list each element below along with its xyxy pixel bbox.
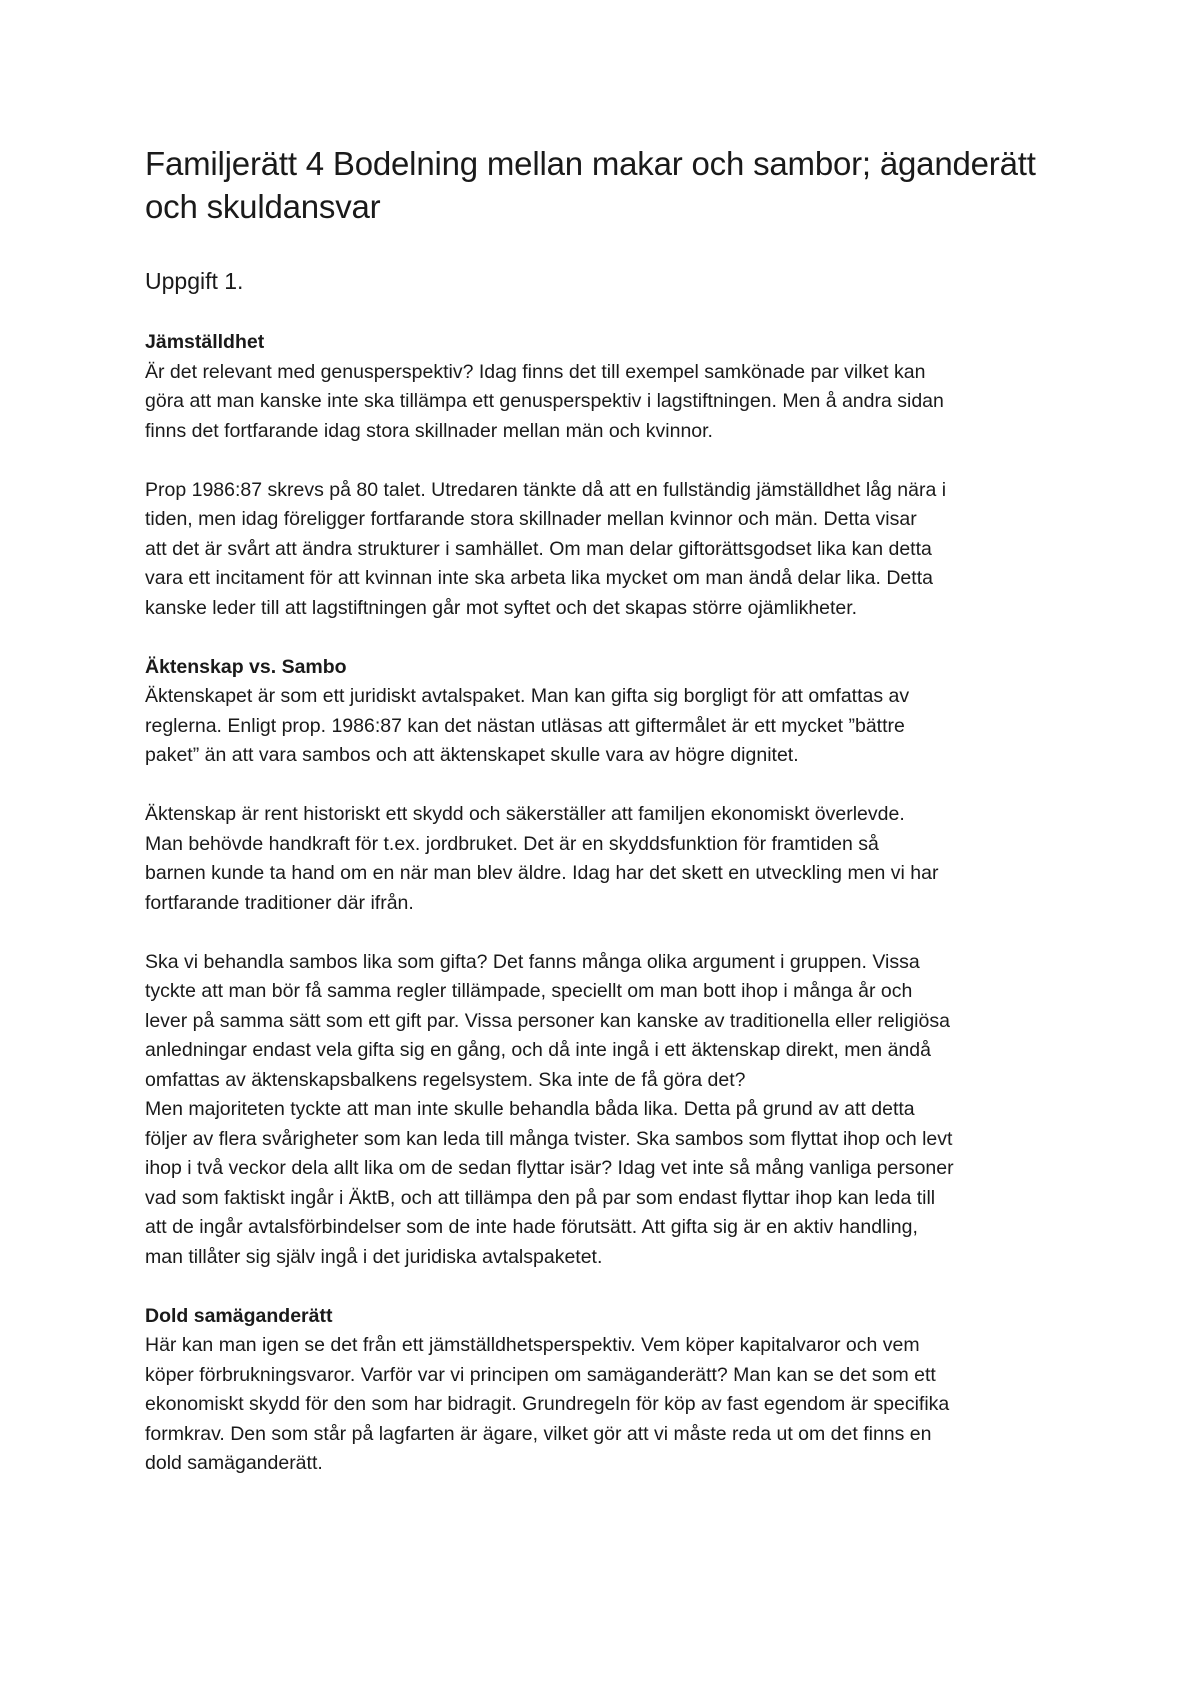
text-line: omfattas av äktenskapsbalkens regelsystem. Ska inte de få göra det?	[145, 1068, 746, 1091]
text-line: man tillåter sig själv ingå i det juridiska avtalspaketet.	[145, 1245, 603, 1268]
text-line: reglerna. Enligt prop. 1986:87 kan det nästan utläsas att giftermålet är ett mycket ”bättre	[145, 714, 905, 737]
text-line: göra att man kanske inte ska tillämpa ett genusperspektiv i lagstiftningen. Men å andra sidan	[145, 390, 944, 412]
document-title	[145, 142, 1075, 228]
section-dold-samaganderatt	[145, 1302, 1075, 1479]
text-line: kanske leder till att lagstiftningen går mot syftet och det skapas större ojämlikheter.	[145, 596, 858, 619]
text-line: köper förbrukningsvaror. Varför var vi principen om samäganderätt? Man kan se det som ett	[145, 1363, 936, 1386]
text-line: vad som faktiskt ingår i ÄktB, och att tillämpa den på par som endast flyttar ihop kan leda till	[145, 1186, 936, 1209]
paragraph	[145, 1331, 1075, 1479]
text-line: följer av flera svårigheter som kan leda till många tvister. Ska sambos som flyttat ihop och levt	[145, 1127, 953, 1150]
paragraph	[145, 800, 1075, 918]
text-line: Prop 1986:87 skrevs på 80 talet. Utredaren tänkte då att en fullständig jämställdhet låg nära i	[145, 478, 947, 501]
text-line: ekonomiskt skydd för den som har bidragit. Grundregeln för köp av fast egendom är specifika	[145, 1393, 950, 1415]
assignment-label: Uppgift 1.	[145, 268, 244, 294]
text-line: barnen kunde ta hand om en när man blev äldre. Idag har det skett en utveckling men vi har	[145, 862, 939, 884]
text-line: Äktenskapet är som ett juridiskt avtalspaket. Man kan gifta sig borgligt för att omfattas av	[145, 685, 910, 707]
text-line: Här kan man igen se det från ett jämställdhetsperspektiv. Vem köper kapitalvaror och vem	[145, 1334, 920, 1356]
section-aktenskap	[145, 653, 1075, 1273]
text-line: att de ingår avtalsförbindelser som de inte hade förutsätt. Att gifta sig är en aktiv handling,	[145, 1216, 918, 1238]
paragraph	[145, 682, 1075, 771]
text-line: ihop i två veckor dela allt lika om de sedan flyttar isär? Idag vet inte så mång vanliga personer	[145, 1157, 954, 1179]
document-body	[145, 142, 1075, 1479]
paragraph	[145, 476, 1075, 624]
text-line: paket” än att vara sambos och att äktenskapet skulle vara av högre dignitet.	[145, 744, 799, 766]
text-line: lever på samma sätt som ett gift par. Vissa personer kan kanske av traditionella eller religiösa	[145, 1009, 950, 1032]
text-line: tiden, men idag föreligger fortfarande stora skillnader mellan kvinnor och män. Detta visar	[145, 508, 917, 530]
text-line: finns det fortfarande idag stora skillnader mellan män och kvinnor.	[145, 419, 713, 442]
text-line: Men majoriteten tyckte att man inte skulle behandla båda lika. Detta på grund av att detta	[145, 1098, 915, 1120]
text-line: fortfarande traditioner där ifrån.	[145, 891, 414, 914]
text-line: anledningar endast vela gifta sig en gång, och då inte ingå i ett äktenskap direkt, men ändå	[145, 1039, 931, 1061]
section-heading: Äktenskap vs. Sambo	[145, 655, 347, 678]
text-line: Äktenskap är rent historiskt ett skydd och säkerställer att familjen ekonomiskt överlevde.	[145, 803, 905, 825]
section-jamstalldhet	[145, 328, 1075, 623]
text-line: dold samäganderätt.	[145, 1452, 323, 1474]
title-line: och skuldansvar	[145, 188, 381, 225]
section-heading: Dold samäganderätt	[145, 1304, 333, 1327]
text-line: formkrav. Den som står på lagfarten är ägare, vilket gör att vi måste reda ut om det finns en	[145, 1422, 932, 1445]
text-line: Man behövde handkraft för t.ex. jordbruket. Det är en skyddsfunktion för framtiden så	[145, 832, 879, 855]
paragraph	[145, 948, 1075, 1273]
title-line: Familjerätt 4 Bodelning mellan makar och sambor; äganderätt	[145, 145, 1036, 182]
text-line: att det är svårt att ändra strukturer i samhället. Om man delar giftorättsgodset lika kan detta	[145, 537, 932, 560]
text-line: tyckte att man bör få samma regler tillämpade, speciellt om man bott ihop i många år och	[145, 980, 913, 1002]
section-heading: Jämställdhet	[145, 331, 265, 353]
paragraph	[145, 358, 1075, 447]
text-line: vara ett incitament för att kvinnan inte ska arbeta lika mycket om man ändå delar lika. Detta	[145, 567, 933, 589]
text-line: Är det relevant med genusperspektiv? Idag finns det till exempel samkönade par vilket kan	[145, 360, 926, 383]
text-line: Ska vi behandla sambos lika som gifta? Det fanns många olika argument i gruppen. Vissa	[145, 950, 920, 973]
